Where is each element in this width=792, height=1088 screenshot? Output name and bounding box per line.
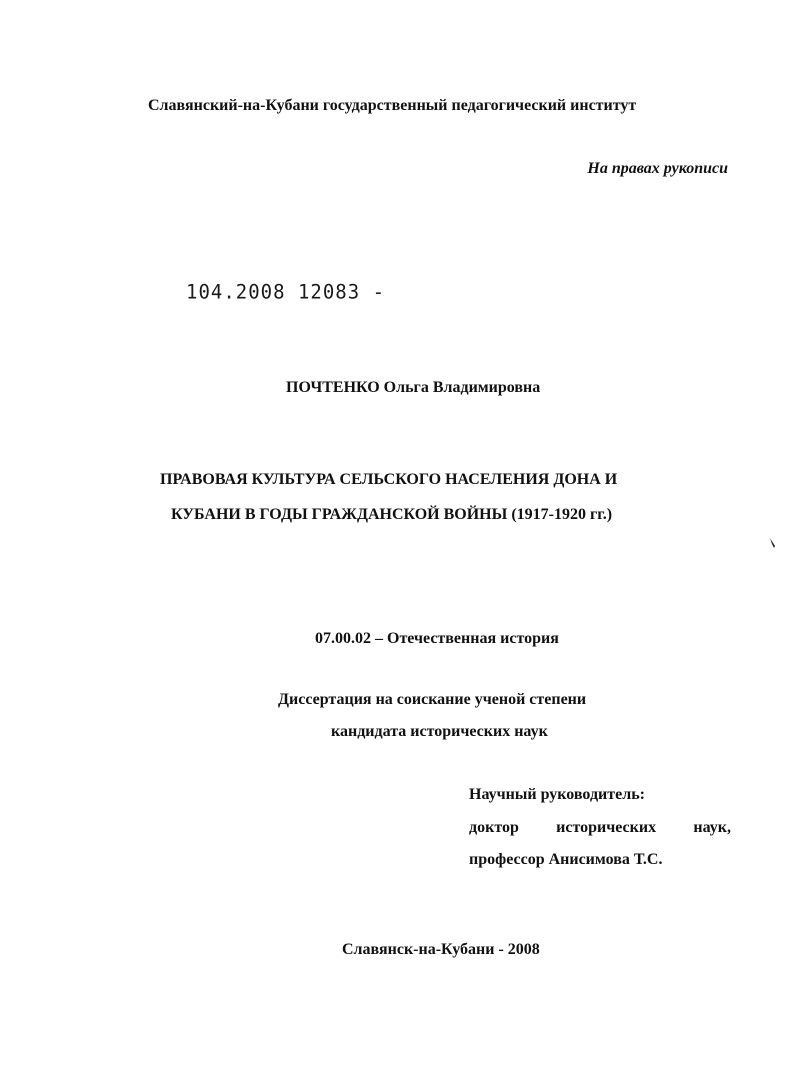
degree-line-2: кандидата исторических наук [331,723,548,740]
supervisor-heading: Научный руководитель: [469,786,645,803]
author-name: ПОЧТЕНКО Ольга Владимировна [286,379,541,396]
archive-stamp: 104.2008 12083 - [186,280,386,304]
institution-name: Славянский-на-Кубани государственный педагогический институт [148,97,637,114]
dissertation-title-line-1: ПРАВОВАЯ КУЛЬТУРА СЕЛЬСКОГО НАСЕЛЕНИЯ ДОНА И [160,471,618,488]
specialty-code: 07.00.02 – Отечественная история [315,630,559,647]
degree-line-1: Диссертация на соискание ученой степени [278,691,587,708]
city-and-year: Славянск-на-Кубани - 2008 [342,941,540,958]
supervisor-degree [469,818,731,838]
scan-speck [770,538,776,548]
supervisor-name: профессор Анисимова Т.С. [469,851,663,868]
supervisor-degree-word: исторических [556,819,657,836]
supervisor-degree-word: наук, [693,819,731,836]
manuscript-rights-note: На правах рукописи [587,160,728,177]
dissertation-title-line-2: КУБАНИ В ГОДЫ ГРАЖДАНСКОЙ ВОЙНЫ (1917-1920 гг.) [171,506,613,523]
supervisor-degree-word: доктор [469,819,519,836]
